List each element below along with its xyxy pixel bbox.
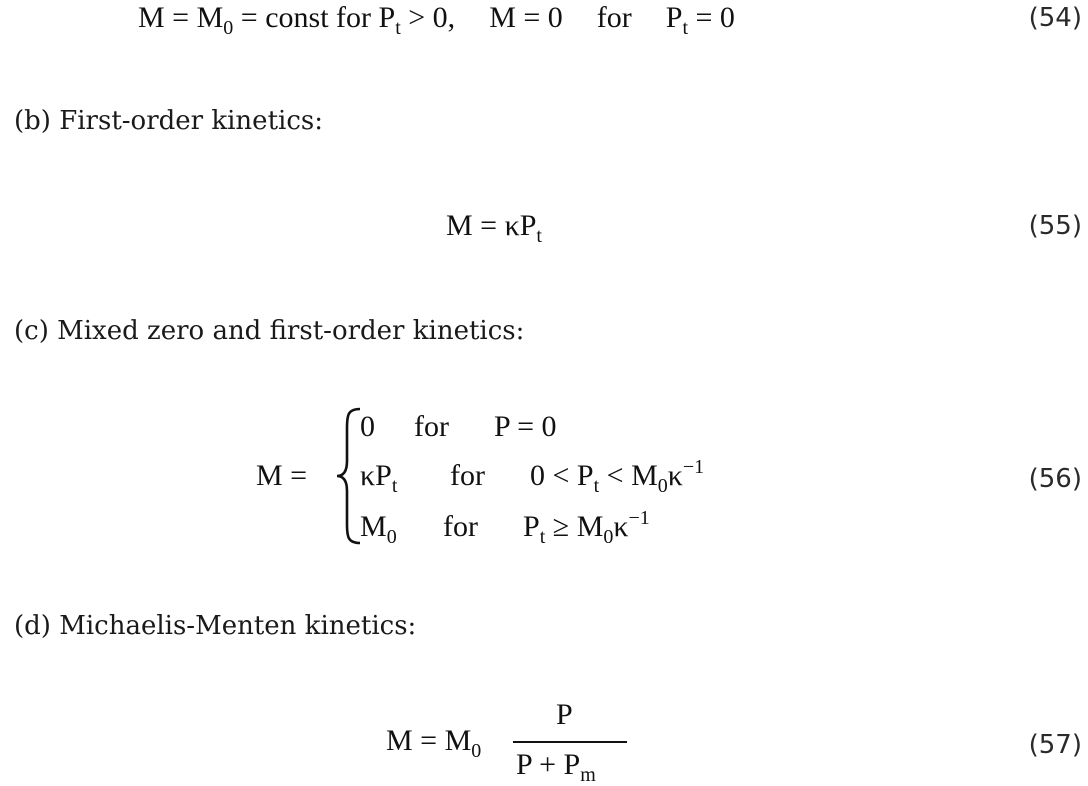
eq54-part2: = const for P: [233, 1, 396, 34]
eq55-part1-sub: t: [536, 225, 542, 247]
eq54-part1: M = M: [138, 1, 224, 34]
case-1-cond: P = 0: [494, 410, 557, 443]
case-2-cond-c: κ: [667, 459, 683, 492]
case-3-cond-b: ≥ M: [545, 510, 604, 543]
eq55-part1: M = κP: [446, 209, 537, 242]
case-3-cond-c: κ: [613, 510, 629, 543]
eq54-part4: M = 0: [489, 1, 563, 34]
equation-number-54: (54): [1028, 3, 1082, 33]
eq54-part6-sub: t: [682, 17, 689, 39]
case-2-value: κP: [360, 459, 392, 492]
case-3-cond-b-sub: 0: [603, 526, 614, 548]
case-row-3-condition: [523, 507, 650, 548]
case-1-for: for: [414, 410, 449, 443]
case-2-cond-a-sub: t: [593, 475, 600, 497]
eq54-part1-sub: 0: [223, 17, 234, 39]
case-row-2-condition: [530, 456, 705, 497]
eq57-lhs: M = M: [386, 724, 472, 757]
eq54-part6: P: [665, 1, 683, 34]
label-first-order: (b) First-order kinetics:: [14, 106, 323, 136]
case-2-cond-b-sub: 0: [657, 475, 668, 497]
equation-number-56: (56): [1028, 464, 1082, 494]
case-3-value-sub: 0: [386, 526, 397, 548]
eq54-part7: = 0: [688, 1, 735, 34]
case-3-for: for: [443, 510, 478, 543]
case-1-value: 0: [360, 410, 375, 443]
case-2-cond-a: 0 < P: [530, 459, 594, 492]
equation-57-lhs: [386, 724, 482, 762]
case-2-cond-c-sup: −1: [682, 456, 705, 478]
eq54-part3: > 0,: [400, 1, 456, 34]
case-row-2-value: [360, 459, 398, 497]
case-3-cond-a-sub: t: [539, 526, 546, 548]
case-row-1-value: [360, 412, 375, 442]
equation-number-55: (55): [1028, 211, 1082, 241]
equation-56-lhs: M =: [256, 459, 308, 492]
equation-55: [446, 209, 542, 247]
eq54-part5: for: [596, 1, 632, 34]
equation-54: [138, 1, 735, 39]
case-row-1-condition: [494, 412, 557, 442]
label-michaelis-menten: (d) Michaelis-Menten kinetics:: [14, 611, 417, 641]
case-row-3-value: [360, 510, 397, 548]
fraction-bar: [513, 741, 627, 743]
case-row-2-for: [450, 461, 485, 491]
case-3-value: M: [360, 510, 387, 543]
eq54-part2-sub: t: [395, 17, 401, 39]
eq57-denominator: P + P: [516, 748, 581, 781]
case-3-cond-c-sup: −1: [628, 507, 650, 529]
eq57-lhs-sub: 0: [471, 740, 482, 762]
eq57-denominator-sub: m: [580, 764, 596, 786]
fraction-denominator: [516, 748, 596, 786]
case-2-value-sub: t: [391, 475, 398, 497]
case-row-1-for: [414, 412, 449, 442]
case-3-cond-a: P: [523, 510, 540, 543]
equation-number-57: (57): [1028, 730, 1082, 760]
fraction-numerator: P: [556, 698, 573, 731]
case-2-for: for: [450, 459, 485, 492]
case-2-cond-b: < M: [599, 459, 658, 492]
case-row-3-for: [443, 512, 478, 542]
label-mixed-order: (c) Mixed zero and first-order kinetics:: [14, 316, 525, 346]
